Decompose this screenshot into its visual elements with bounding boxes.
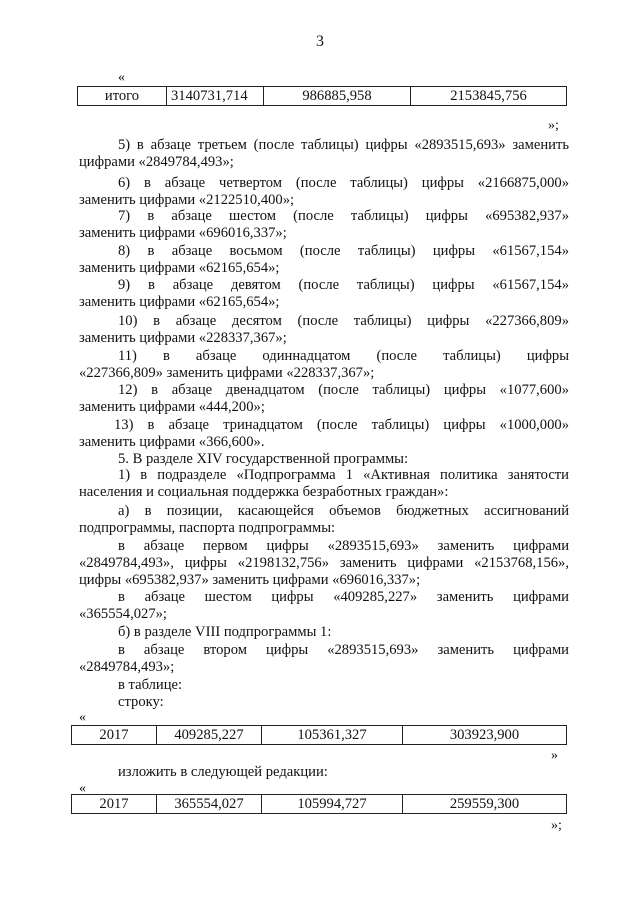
paragraph-first-line3: цифры «695382,937» заменить цифрами «696016,337»; [79,572,421,588]
paragraph-first-line1: в абзаце первом цифры «2893515,693» заменить цифрами [118,538,569,554]
item-11-line2: «227366,809» заменить цифрами «228337,367»; [79,365,375,381]
open-quote: « [79,710,86,725]
table-cell: 2153845,756 [411,87,567,106]
item-5-line2: цифрами «2849784,493»; [79,154,234,170]
table-cell: итого [78,87,167,106]
open-quote: « [79,781,86,796]
item-12-line1: 12) в абзаце двенадцатом (после таблицы) цифры «1077,600» [118,382,569,398]
table-new-row [71,794,567,814]
paragraph-sixth-line1: в абзаце шестом цифры «409285,227» заменить цифрами [118,589,569,605]
item-10-line1: 10) в абзаце десятом (после таблицы) цифры «227366,809» [118,313,569,329]
table-old-row [71,725,567,745]
paragraph-first-line2: «2849784,493», цифры «2198132,756» заменить цифрами «2153768,156», [79,555,569,571]
table-cell: 2017 [72,795,157,814]
table-cell: 365554,027 [157,795,262,814]
item-7-line1: 7) в абзаце шестом (после таблицы) цифры «695382,937» [118,208,569,224]
subsection-1-line2: населения и социальная поддержка безработных граждан»: [79,484,449,500]
table-itogo [77,86,567,106]
table-cell: 2017 [72,726,157,745]
item-8-line1: 8) в абзаце восьмом (после таблицы) цифры «61567,154» [118,243,569,259]
in-table-label: в таблице: [118,677,183,693]
point-a-line2: подпрограммы, паспорта подпрограммы: [79,520,336,536]
close-quote: » [551,748,558,763]
item-6-line1: 6) в абзаце четвертом (после таблицы) цифры «2166875,000» [118,175,569,191]
item-10-line2: заменить цифрами «228337,367»; [79,330,287,346]
item-5-line1: 5) в абзаце третьем (после таблицы) цифры «2893515,693» заменить [118,137,569,153]
point-b: б) в разделе VIII подпрограммы 1: [118,624,332,640]
item-6-line2: заменить цифрами «2122510,400»; [79,192,295,208]
open-quote: « [118,70,125,85]
paragraph-second-line1: в абзаце втором цифры «2893515,693» заменить цифрами [118,642,569,658]
paragraph-sixth-line2: «365554,027»; [79,606,167,622]
item-9-line1: 9) в абзаце девятом (после таблицы) цифры «61567,154» [118,277,569,293]
restate-text: изложить в следующей редакции: [118,764,328,780]
table-cell: 409285,227 [157,726,262,745]
close-quote: »; [551,818,562,833]
table-row [78,87,567,106]
item-13-line2: заменить цифрами «366,600». [79,434,265,450]
page-number: 3 [316,33,324,50]
close-quote: »; [548,118,559,133]
table-cell: 986885,958 [264,87,411,106]
item-11-line1: 11) в абзаце одиннадцатом (после таблицы) цифры [118,348,569,364]
table-cell: 105994,727 [262,795,403,814]
item-13-line1: 13) в абзаце тринадцатом (после таблицы) цифры «1000,000» [114,417,569,433]
subsection-1-line1: 1) в подразделе «Подпрограмма 1 «Активная политика занятости [118,467,569,483]
section-5-title: 5. В разделе XIV государственной программы: [118,451,409,467]
table-row [72,795,567,814]
table-cell: 303923,900 [403,726,567,745]
row-label: строку: [118,694,164,710]
table-row [72,726,567,745]
item-7-line2: заменить цифрами «696016,337»; [79,225,287,241]
item-12-line2: заменить цифрами «444,200»; [79,399,265,415]
point-a-line1: а) в позиции, касающейся объемов бюджетных ассигнований [118,503,569,519]
item-9-line2: заменить цифрами «62165,654»; [79,294,280,310]
table-cell: 3140731,714 [167,87,264,106]
table-cell: 105361,327 [262,726,403,745]
table-cell: 259559,300 [403,795,567,814]
item-8-line2: заменить цифрами «62165,654»; [79,260,280,276]
paragraph-second-line2: «2849784,493»; [79,659,175,675]
